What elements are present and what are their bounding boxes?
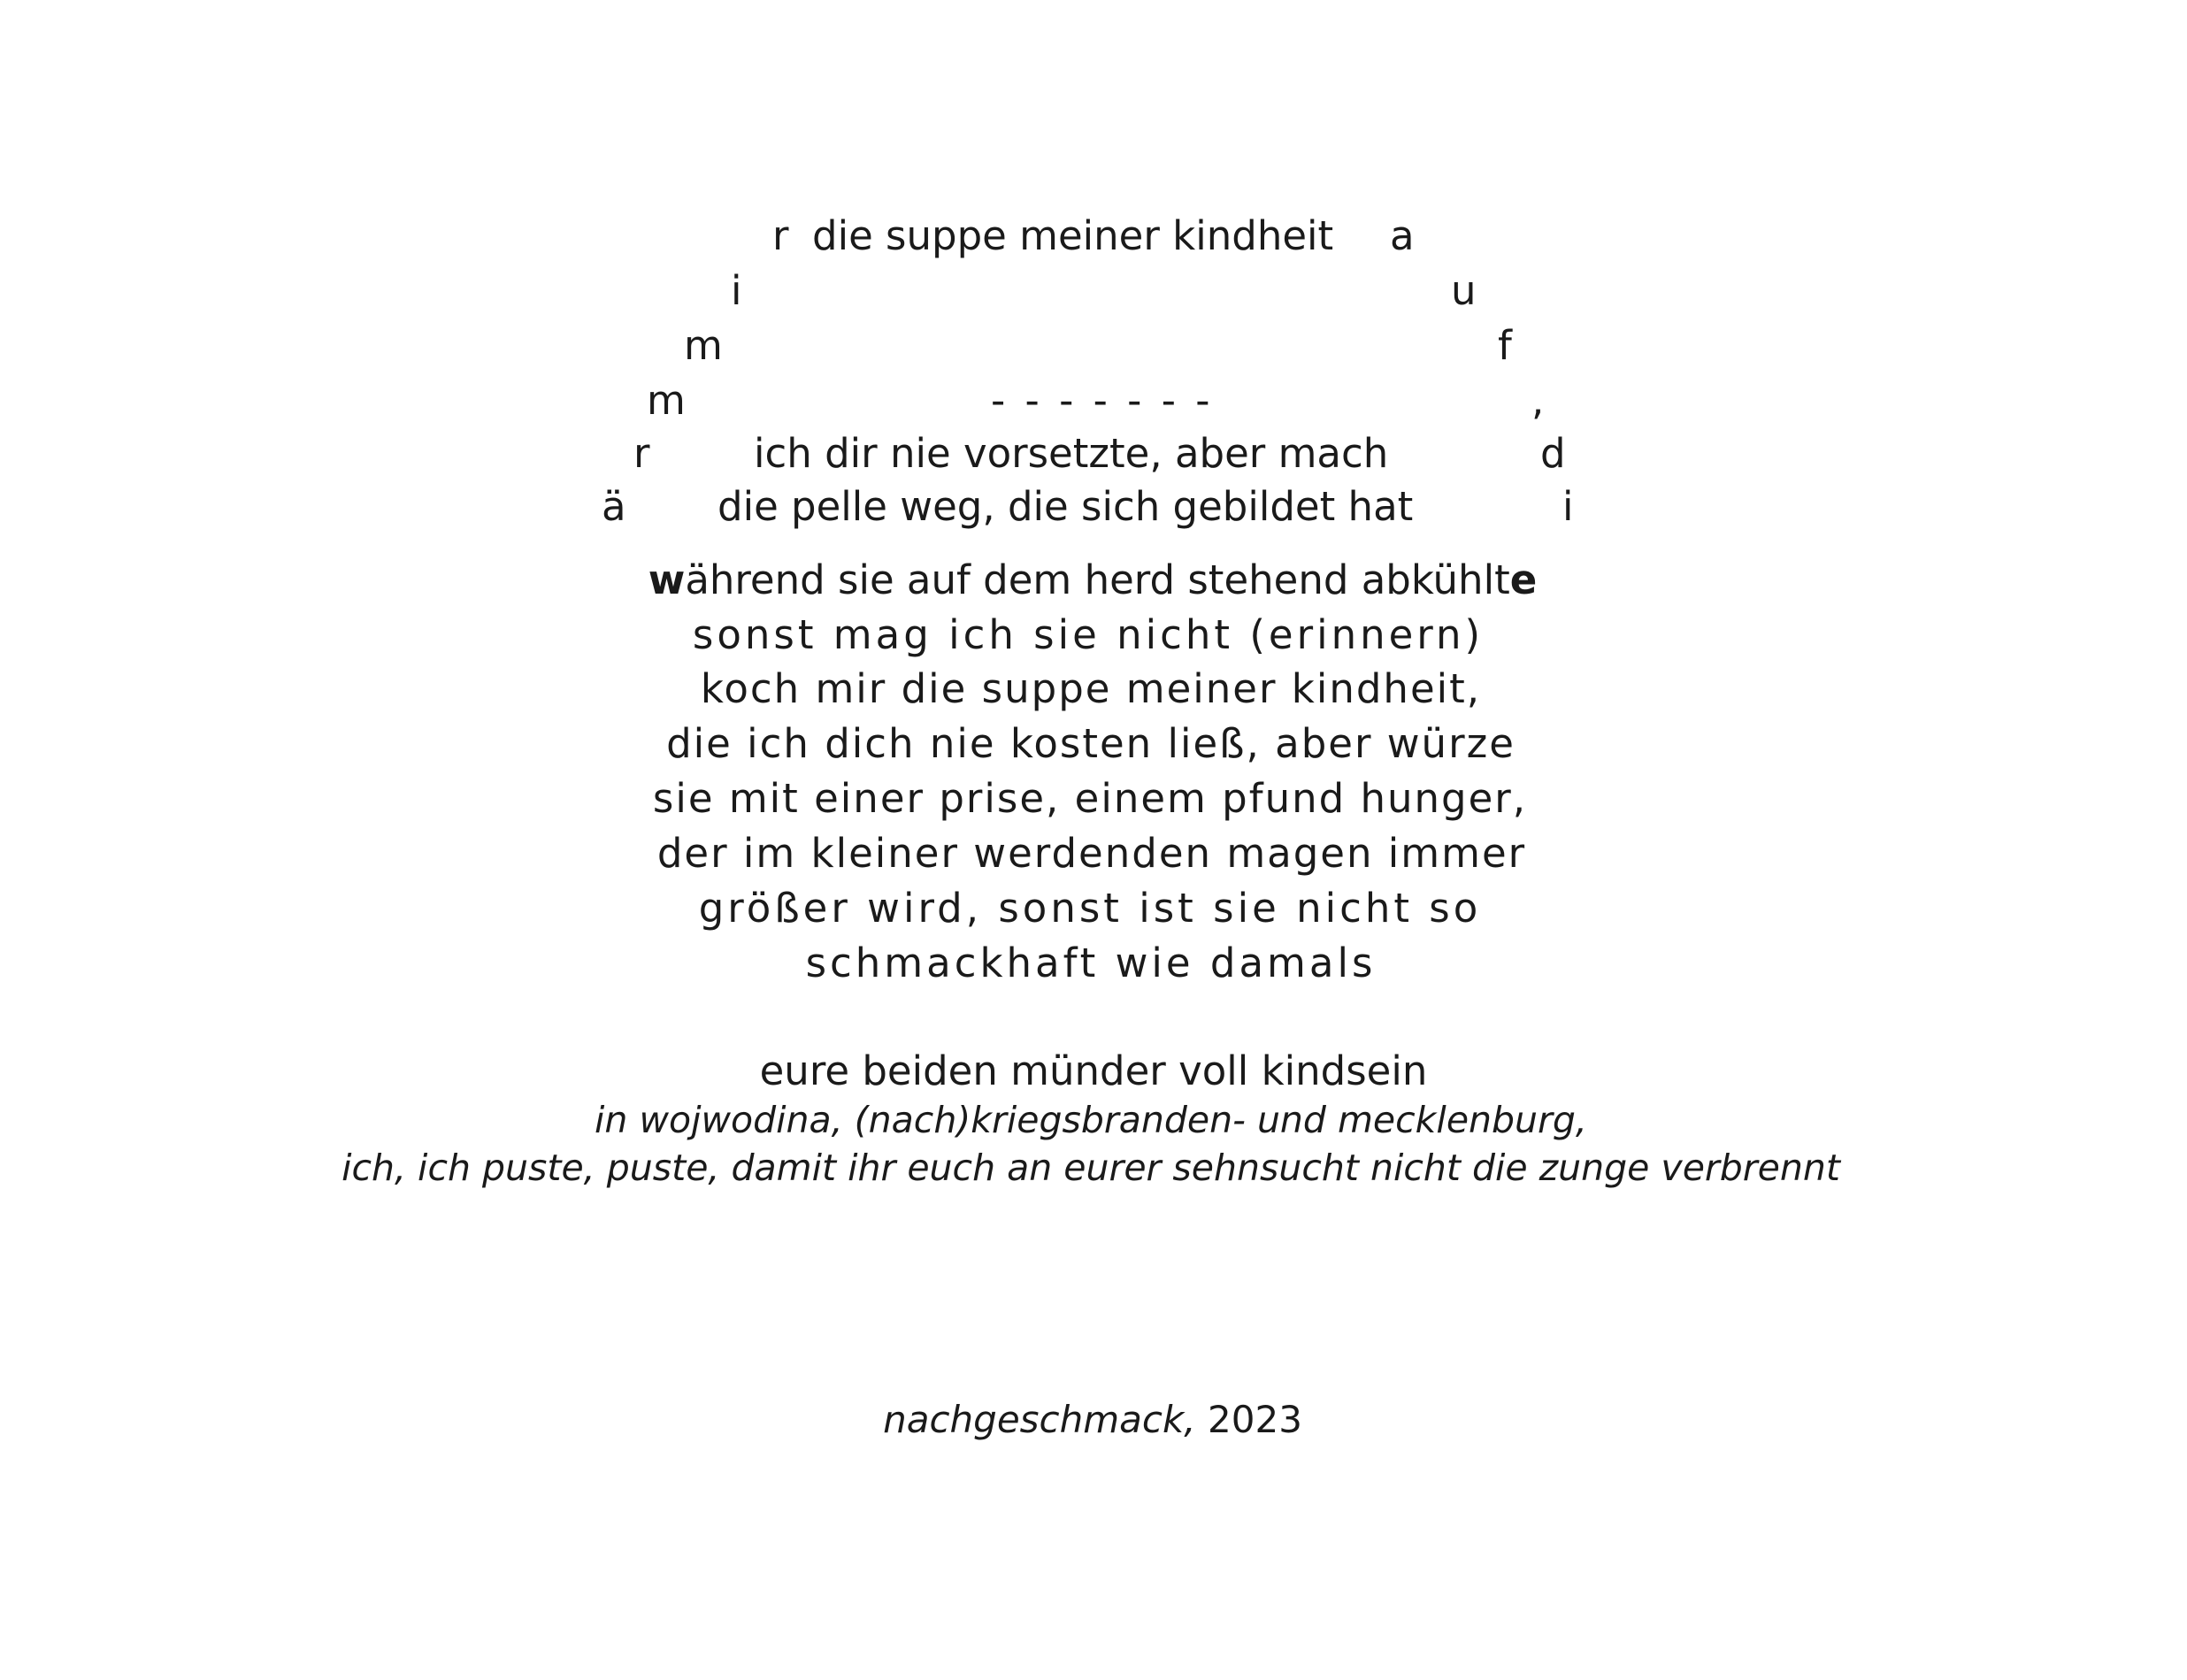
stanza-line: schmackhaft wie damals xyxy=(805,940,1377,986)
bowl-left-letter: r xyxy=(633,430,650,477)
bowl-left-letter: i xyxy=(731,267,742,314)
bowl-right-letter: u xyxy=(1451,267,1477,314)
bowl-right-letter: i xyxy=(1562,483,1574,530)
poem-title-line: die suppe meiner kindheit xyxy=(812,212,1334,259)
bowl-inner-line: ich dir nie vorsetzte, aber mach xyxy=(754,430,1389,477)
bold-initial-w: w xyxy=(648,556,686,603)
bowl-inner-line: die pelle weg, die sich gebildet hat xyxy=(717,483,1414,530)
stanza-line: sonst mag ich sie nicht (erinnern) xyxy=(692,611,1485,658)
bowl-letter-r-top: r xyxy=(772,212,789,259)
bold-final-e: e xyxy=(1509,556,1538,603)
stanza-line-text: ährend sie auf dem herd stehend abkühlt xyxy=(685,556,1510,603)
stanza-line: größer wird, sonst ist sie nicht so xyxy=(698,885,1482,932)
bowl-right-letter: f xyxy=(1498,322,1512,369)
coda-line: eure beiden münder voll kindsein xyxy=(759,1047,1428,1094)
stanza-line: sie mit einer prise, einem pfund hunger, xyxy=(652,775,1528,822)
stanza-line: koch mir die suppe meiner kindheit, xyxy=(700,665,1482,712)
bowl-left-letter: m xyxy=(684,322,723,369)
poem-name: nachgeschmack, xyxy=(883,1398,1196,1441)
poem-signature xyxy=(883,1398,1302,1441)
coda-line-italic: in wojwodina, (nach)kriegsbranden- und mecklenburg, xyxy=(595,1099,1587,1141)
poem-year: 2023 xyxy=(1208,1398,1302,1441)
bowl-right-letter: d xyxy=(1540,430,1566,477)
bowl-left-letter: m xyxy=(647,377,686,424)
bowl-letter-a-top: a xyxy=(1390,212,1415,259)
stanza-line: die ich dich nie kosten ließ, aber würze xyxy=(666,720,1516,767)
bowl-left-letter: ä xyxy=(602,483,626,530)
bowl-right-letter: , xyxy=(1531,377,1545,424)
coda-line-italic: ich, ich puste, puste, damit ihr euch an eurer sehnsucht nicht die zunge verbrennt xyxy=(341,1147,1840,1189)
stanza-line-bowl-base xyxy=(648,556,1538,603)
steam-dashes: - - - - - - - xyxy=(991,377,1214,424)
stanza-line: der im kleiner werdenden magen immer xyxy=(656,830,1527,877)
